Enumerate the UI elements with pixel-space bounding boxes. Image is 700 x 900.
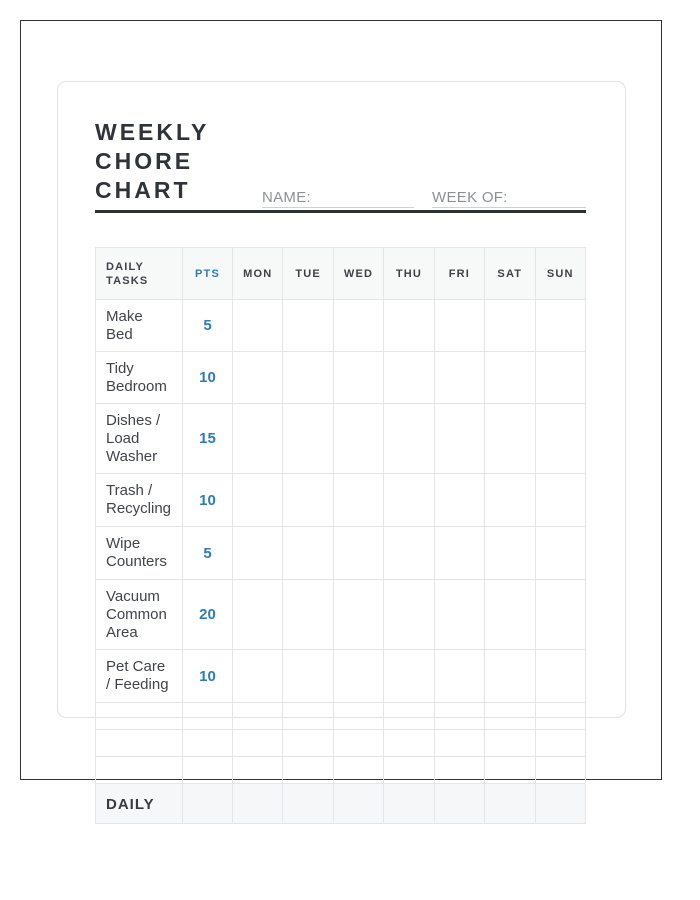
day-cell <box>485 352 535 404</box>
day-cell <box>485 757 535 784</box>
day-cell <box>233 730 283 757</box>
day-cell <box>535 730 585 757</box>
day-cell <box>333 527 383 580</box>
day-cell <box>233 300 283 352</box>
day-cell <box>333 352 383 404</box>
table-header-row <box>96 248 586 300</box>
task-cell: Make Bed <box>96 300 183 352</box>
task-cell: Dishes / Load Washer <box>96 404 183 474</box>
day-cell <box>233 580 283 650</box>
day-cell <box>485 650 535 703</box>
day-cell <box>233 404 283 474</box>
day-cell <box>233 352 283 404</box>
col-header-sat: SAT <box>485 248 535 300</box>
day-cell <box>333 703 383 730</box>
day-cell <box>485 404 535 474</box>
pts-cell <box>183 757 233 784</box>
pts-cell: 5 <box>183 527 233 580</box>
empty-row <box>96 757 586 784</box>
pts-cell <box>183 703 233 730</box>
table-row-vacuum <box>96 580 586 650</box>
day-cell <box>434 527 484 580</box>
day-cell <box>283 352 333 404</box>
day-cell <box>535 650 585 703</box>
day-cell <box>233 474 283 527</box>
day-cell <box>434 404 484 474</box>
daily-total-label: DAILY <box>96 784 183 824</box>
day-cell <box>233 650 283 703</box>
day-cell <box>485 703 535 730</box>
table-row-wipe-counters <box>96 527 586 580</box>
day-cell <box>485 474 535 527</box>
pts-cell: 20 <box>183 580 233 650</box>
day-cell <box>384 757 434 784</box>
col-header-sun: SUN <box>535 248 585 300</box>
day-cell <box>384 730 434 757</box>
empty-row <box>96 703 586 730</box>
task-cell: Pet Care / Feeding <box>96 650 183 703</box>
day-cell <box>283 757 333 784</box>
col-header-mon: MON <box>233 248 283 300</box>
day-cell <box>535 300 585 352</box>
day-cell <box>384 703 434 730</box>
pts-cell: 5 <box>183 300 233 352</box>
day-cell <box>485 300 535 352</box>
day-cell <box>283 474 333 527</box>
day-cell <box>333 650 383 703</box>
task-cell: Tidy Bedroom <box>96 352 183 404</box>
day-cell <box>233 527 283 580</box>
day-cell <box>485 784 535 824</box>
name-label: NAME: <box>262 189 312 206</box>
task-cell: Vacuum Common Area <box>96 580 183 650</box>
day-cell <box>434 703 484 730</box>
table-row-trash <box>96 474 586 527</box>
table-row-tidy-bedroom <box>96 352 586 404</box>
week-of-field <box>432 189 586 208</box>
day-cell <box>333 300 383 352</box>
day-cell <box>283 784 333 824</box>
day-cell <box>434 784 484 824</box>
pts-cell: 10 <box>183 474 233 527</box>
col-header-pts: PTS <box>183 248 233 300</box>
day-cell <box>233 703 283 730</box>
day-cell <box>333 784 383 824</box>
col-header-thu: THU <box>384 248 434 300</box>
day-cell <box>333 580 383 650</box>
day-cell <box>535 404 585 474</box>
col-header-wed: WED <box>333 248 383 300</box>
pts-cell <box>183 730 233 757</box>
day-cell <box>535 703 585 730</box>
task-cell <box>96 757 183 784</box>
day-cell <box>535 527 585 580</box>
week-of-label: WEEK OF: <box>432 189 508 206</box>
empty-row <box>96 730 586 757</box>
col-header-tue: TUE <box>283 248 333 300</box>
day-cell <box>384 650 434 703</box>
day-cell <box>384 352 434 404</box>
page-title: WEEKLY CHORE CHART <box>95 119 209 203</box>
day-cell <box>485 527 535 580</box>
day-cell <box>485 730 535 757</box>
day-cell <box>434 730 484 757</box>
day-cell <box>333 757 383 784</box>
day-cell <box>283 404 333 474</box>
day-cell <box>384 404 434 474</box>
pts-cell: 10 <box>183 352 233 404</box>
header-divider <box>95 210 586 213</box>
day-cell <box>283 650 333 703</box>
day-cell <box>434 580 484 650</box>
day-cell <box>283 703 333 730</box>
table-row-dishes <box>96 404 586 474</box>
day-cell <box>333 730 383 757</box>
col-header-daily-tasks: DAILY TASKS <box>96 248 183 300</box>
day-cell <box>434 474 484 527</box>
col-header-fri: FRI <box>434 248 484 300</box>
task-cell <box>96 730 183 757</box>
task-cell: Trash / Recycling <box>96 474 183 527</box>
task-cell: Wipe Counters <box>96 527 183 580</box>
pts-cell: 10 <box>183 650 233 703</box>
day-cell <box>283 580 333 650</box>
day-cell <box>434 300 484 352</box>
day-cell <box>535 757 585 784</box>
day-cell <box>384 474 434 527</box>
chore-table <box>95 247 586 824</box>
day-cell <box>384 784 434 824</box>
day-cell <box>384 527 434 580</box>
day-cell <box>535 580 585 650</box>
task-cell <box>96 703 183 730</box>
day-cell <box>535 474 585 527</box>
day-cell <box>233 784 283 824</box>
day-cell <box>485 580 535 650</box>
day-cell <box>283 730 333 757</box>
day-cell <box>384 300 434 352</box>
day-cell <box>283 527 333 580</box>
day-cell <box>535 784 585 824</box>
pts-cell <box>183 784 233 824</box>
day-cell <box>233 757 283 784</box>
day-cell <box>434 757 484 784</box>
day-cell <box>283 300 333 352</box>
day-cell <box>434 352 484 404</box>
name-field <box>262 189 414 208</box>
chore-table-container <box>95 247 589 813</box>
day-cell <box>434 650 484 703</box>
table-row-make-bed <box>96 300 586 352</box>
day-cell <box>535 352 585 404</box>
pts-cell: 15 <box>183 404 233 474</box>
day-cell <box>384 580 434 650</box>
daily-total-row <box>96 784 586 824</box>
table-row-pet-care <box>96 650 586 703</box>
day-cell <box>333 474 383 527</box>
day-cell <box>333 404 383 474</box>
